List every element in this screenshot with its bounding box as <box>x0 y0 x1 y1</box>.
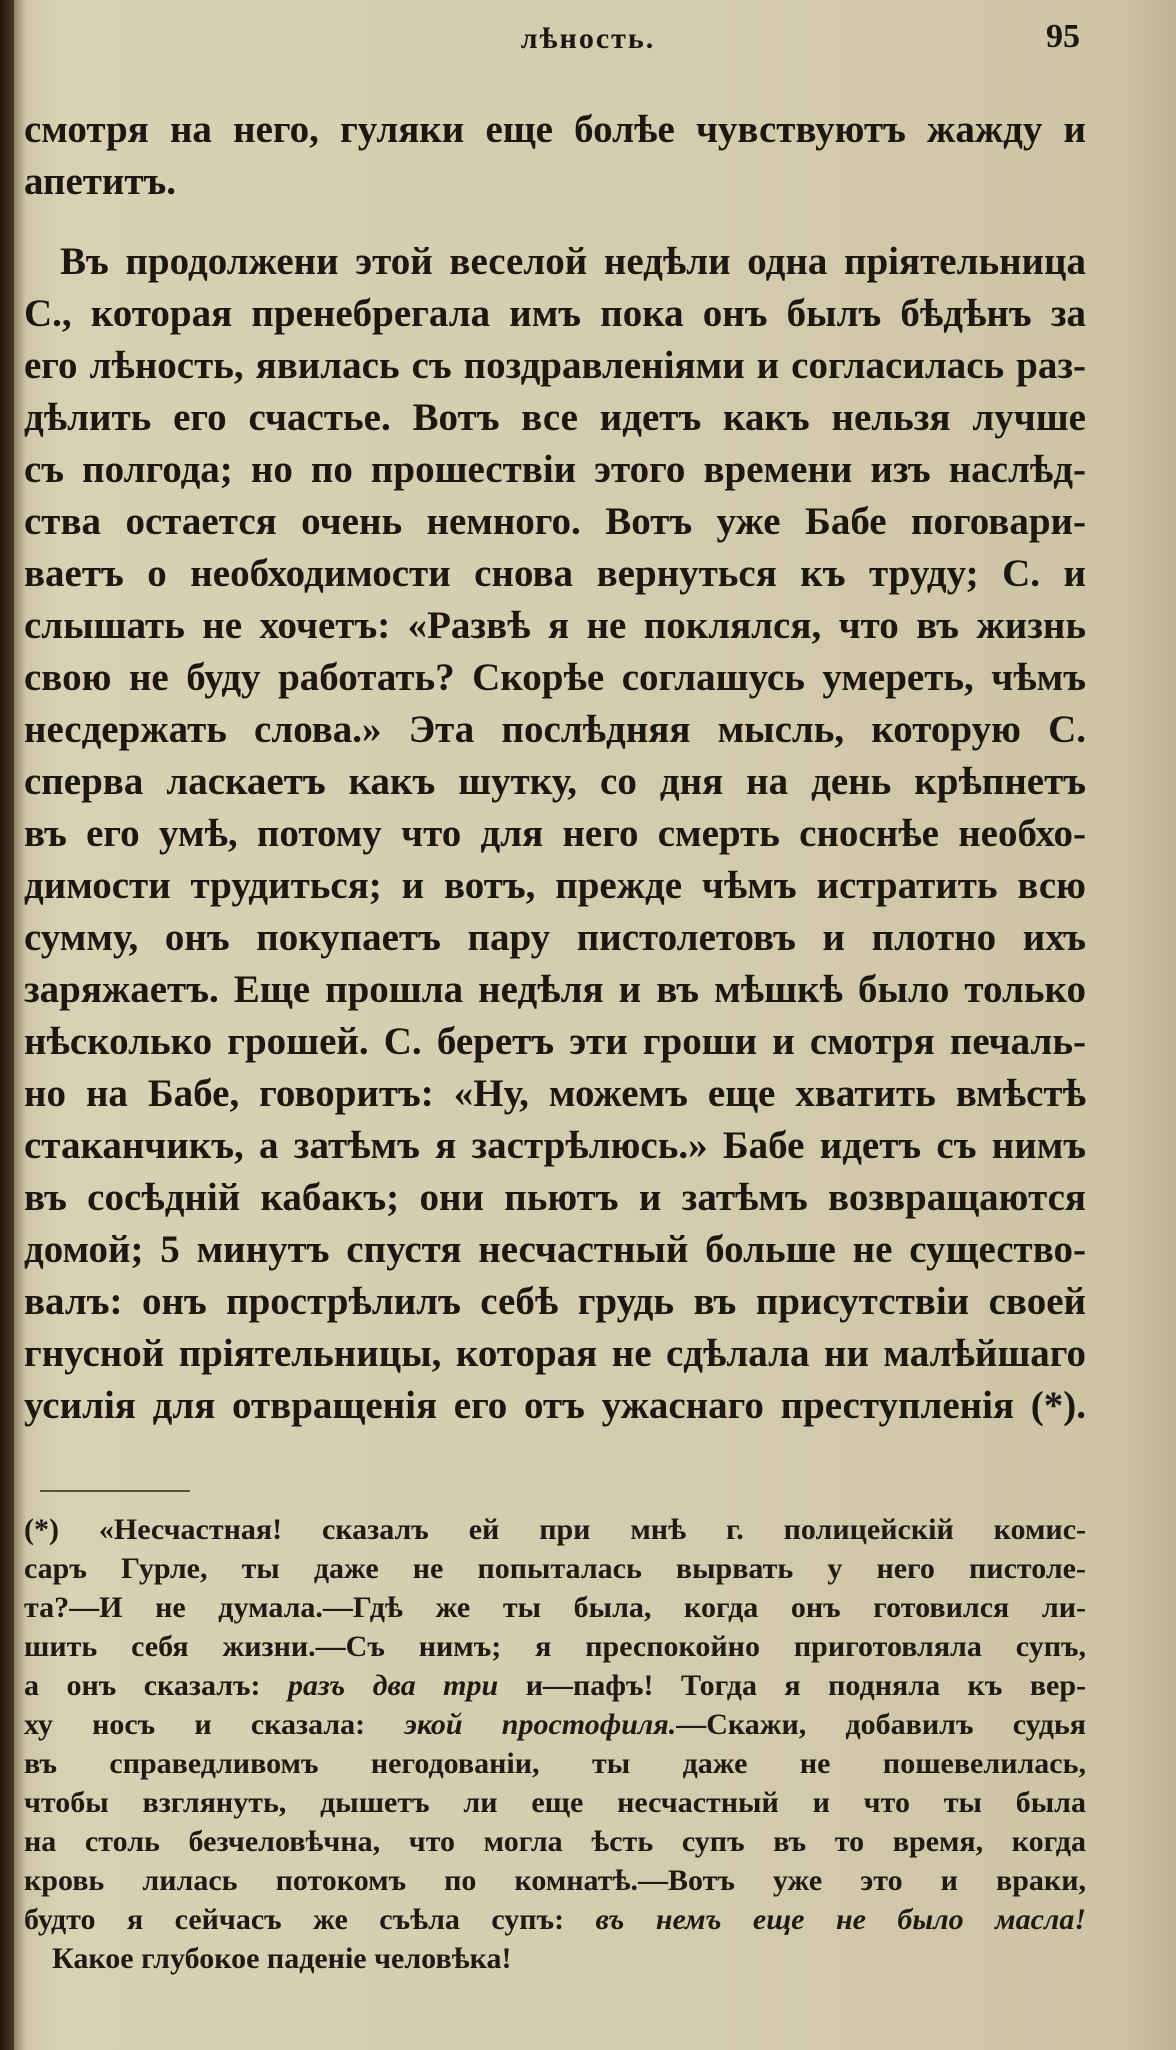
footnote-text: —Скажи, добавилъ судья <box>676 1708 1086 1741</box>
text-line: стаканчикъ, а затѣмъ я застрѣлюсь.» Бабе идетъ съ нимъ <box>24 1124 1086 1167</box>
text-line: апетитъ. <box>24 160 177 203</box>
text-line: домой; 5 минутъ спустя несчастный больше не существо- <box>24 1228 1086 1271</box>
text-line: валъ: онъ прострѣлилъ себѣ грудь въ присутствіи своей <box>24 1280 1086 1323</box>
paragraph-gap <box>24 208 1086 236</box>
page-number: 95 <box>1046 18 1080 55</box>
footnote <box>24 1510 1086 1978</box>
footnote-line: чтобы взглянуть, дышетъ ли еще несчастный и что ты была <box>24 1786 1086 1819</box>
text-line: въ его умѣ, потому что для него смерть сноснѣе необхо- <box>24 812 1086 855</box>
text-line: смотря на него, гуляки еще болѣе чувствуютъ жажду и <box>24 108 1086 151</box>
footnote-line <box>24 1666 1086 1705</box>
text-line: слышать не хочетъ: «Развѣ я не поклялся, что въ жизнь <box>24 604 1086 647</box>
footnote-line: та?—И не думала.—Гдѣ же ты была, когда онъ готовился ли- <box>24 1591 1086 1624</box>
footnote-line: шить себя жизни.—Съ нимъ; я преспокойно приготовляла супъ, <box>24 1630 1086 1663</box>
text-line: ваетъ о необходимости снова вернуться къ труду; С. и <box>24 552 1086 595</box>
text-line: въ сосѣдній кабакъ; они пьютъ и затѣмъ возвращаются <box>24 1176 1086 1219</box>
text-line: гнусной пріятельницы, которая не сдѣлала ни малѣйшаго <box>24 1332 1086 1375</box>
text-line: Въ продолжени этой веселой недѣли одна пріятельница <box>60 240 1086 283</box>
footnote-line <box>24 1705 1086 1744</box>
footnote-line: кровь лилась потокомъ по комнатѣ.—Вотъ уже это и враки, <box>24 1864 1086 1897</box>
text-line: нѣсколько грошей. С. беретъ эти гроши и смотря печаль- <box>24 1020 1086 1063</box>
text-line: свою не буду работать? Скорѣе соглашусь умереть, чѣмъ <box>24 656 1086 699</box>
footnote-text: а онъ сказалъ: <box>24 1669 261 1702</box>
binding-gutter <box>0 0 14 2050</box>
text-line: сперва ласкаетъ какъ шутку, со дня на день крѣпнетъ <box>24 760 1086 803</box>
text-line: ства остается очень немного. Вотъ уже Бабе поговари- <box>24 500 1086 543</box>
text-line: съ полгода; но по прошествіи этого времени изъ наслѣд- <box>24 448 1086 491</box>
footnote-divider <box>40 1490 190 1492</box>
running-title: лѣность. <box>520 22 656 55</box>
footnote-line <box>24 1900 1086 1939</box>
footnote-line: въ справедливомъ негодованіи, ты даже не пошевелилась, <box>24 1747 1086 1780</box>
footnote-text: будто я сейчасъ же съѣла супъ: <box>24 1903 565 1936</box>
footnote-line: саръ Гурле, ты даже не попыталась вырвать у него пистоле- <box>24 1552 1086 1585</box>
footnote-italic: разъ два три <box>288 1669 499 1702</box>
footnote-line: Какое глубокое паденіе человѣка! <box>52 1942 512 1975</box>
text-line: С., которая пренебрегала имъ пока онъ былъ бѣдѣнъ за <box>24 292 1086 335</box>
text-line: димости трудиться; и вотъ, прежде чѣмъ истратить всю <box>24 864 1086 907</box>
text-line: сумму, онъ покупаетъ пару пистолетовъ и плотно ихъ <box>24 916 1086 959</box>
text-line: заряжаетъ. Еще прошла недѣля и въ мѣшкѣ было только <box>24 968 1086 1011</box>
text-line: но на Бабе, говоритъ: «Ну, можемъ еще хватить вмѣстѣ <box>24 1072 1086 1115</box>
footnote-text: ху носъ и сказала: <box>24 1708 366 1741</box>
text-line: дѣлить его счастье. Вотъ все идетъ какъ нельзя лучше <box>24 396 1086 439</box>
text-line: усилія для отвращенія его отъ ужаснаго преступленія (*). <box>24 1384 1086 1427</box>
footnote-line: на столь безчеловѣчна, что могла ѣсть супъ въ то время, когда <box>24 1825 1086 1858</box>
footnote-italic: экой простофиля. <box>404 1708 677 1741</box>
text-line: его лѣность, явилась съ поздравленіями и согласилась раз- <box>24 344 1086 387</box>
footnote-text: и—пафъ! Тогда я подняла къ вер- <box>525 1669 1086 1702</box>
text-line: несдержать слова.» Эта послѣдняя мысль, которую С. <box>24 708 1086 751</box>
main-text <box>24 104 1086 1432</box>
footnote-italic: въ немъ еще не было масла! <box>595 1903 1086 1936</box>
footnote-line: (*) «Несчастная! сказалъ ей при мнѣ г. полицейскій комис- <box>24 1513 1086 1546</box>
